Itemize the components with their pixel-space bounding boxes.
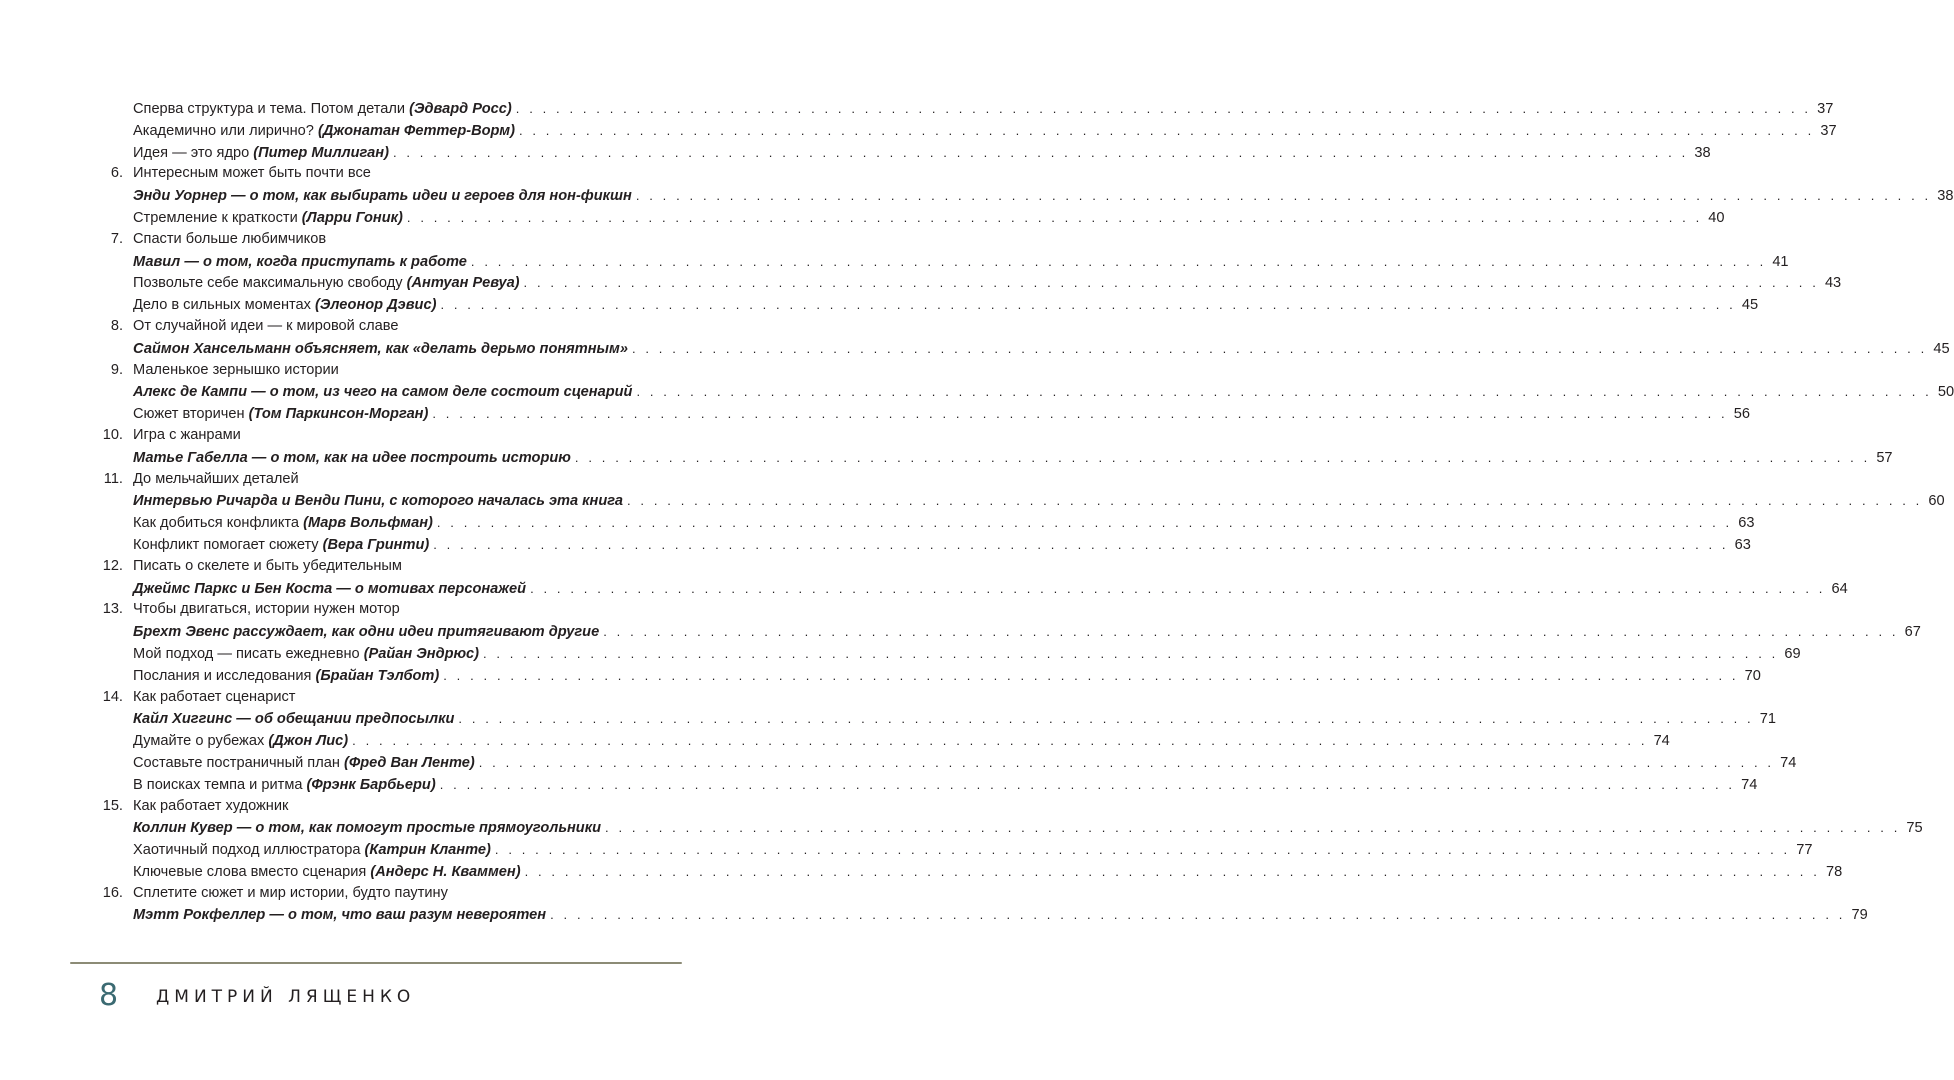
toc-entry: [0, 403, 1750, 425]
toc-title: Как добиться конфликта: [133, 515, 300, 532]
toc-author: (Катрин Кланте): [364, 842, 491, 859]
toc-title: В поисках темпа и ритма: [133, 776, 303, 793]
running-footer-author: ДМИТРИЙ ЛЯЩЕНКО: [156, 987, 416, 1007]
dot-leader: . . . . . . . . . . . . . . . . . . . . . . . . . . . . . . . . . . . . . . . . . . . . . . . . . . . . . . . . . . . . . . . . . . . . . . . . . . . . . . . . . . . . . . . . . . . . . . . . .: [494, 842, 1791, 858]
toc-entry-line: [133, 447, 1893, 470]
toc-page-number: 78: [1825, 863, 1843, 880]
chapter-number: 10.: [102, 426, 123, 443]
chapter-number: 13.: [102, 601, 123, 618]
toc-entry: [0, 98, 1834, 120]
toc-title: Спасти больше любимчиков: [133, 230, 327, 247]
dot-leader: . . . . . . . . . . . . . . . . . . . . . . . . . . . . . . . . . . . . . . . . . . . . . . . . . . . . . . . . . . . . . . . . . . . . . . . . . . . . . . . . . . . . . . . . . . . . . . . . .: [515, 101, 1812, 116]
dot-leader: . . . . . . . . . . . . . . . . . . . . . . . . . . . . . . . . . . . . . . . . . . . . . . . . . . . . . . . . . . . . . . . . . . . . . . . . . . . . . . . . . . . . . . . . . . . . . . . . .: [635, 188, 1932, 204]
toc-title: До мельчайших деталей: [133, 470, 299, 487]
toc-entry: [0, 207, 1725, 229]
toc-chapter-heading: [0, 796, 820, 818]
toc-entry-line: [133, 839, 1813, 862]
dot-leader: . . . . . . . . . . . . . . . . . . . . . . . . . . . . . . . . . . . . . . . . . . . . . . . . . . . . . . . . . . . . . . . . . . . . . . . . . . . . . . . . . . . . . . . . . . . . . . . . .: [482, 645, 1779, 661]
toc-entry-line: [133, 796, 740, 818]
chapter-number: 11.: [103, 470, 123, 487]
toc-chapter-heading: [0, 883, 820, 905]
toc-title: Позвольте себе максимальную свободу: [133, 275, 403, 292]
toc-page-number: 41: [1772, 253, 1789, 270]
chapter-number: 15.: [102, 797, 123, 814]
toc-page-number: 63: [1734, 536, 1751, 553]
dot-leader: . . . . . . . . . . . . . . . . . . . . . . . . . . . . . . . . . . . . . . . . . . . . . . . . . . . . . . . . . . . . . . . . . . . . . . . . . . . . . . . . . . . . . . . . . . . . . . . . .: [524, 863, 1820, 879]
toc-entry: [0, 774, 1758, 796]
toc-entry-line: [133, 621, 1921, 644]
toc-author: (Джонатан Феттер-Ворм): [317, 122, 515, 139]
toc-author: (Элеонор Дэвис): [315, 297, 437, 314]
toc-page-number: 77: [1796, 842, 1813, 859]
toc-title: Энди Уорнер — о том, как выбирать идеи и героев для нон-фикшн: [133, 188, 632, 205]
toc-chapter-heading: [0, 360, 820, 382]
dot-leader: . . . . . . . . . . . . . . . . . . . . . . . . . . . . . . . . . . . . . . . . . . . . . . . . . . . . . . . . . . . . . . . . . . . . . . . . . . . . . . . . . . . . . . . . . . . . . . . . .: [406, 209, 1703, 225]
toc-author: (Ларри Гоник): [301, 209, 403, 226]
toc-entry: [0, 861, 1843, 883]
toc-entry-line: [133, 817, 1923, 840]
toc-entry: [0, 512, 1755, 534]
toc-entry-line: [133, 599, 740, 621]
toc-author: (Том Паркинсон-Морган): [248, 406, 429, 423]
toc-entry: [0, 294, 1759, 316]
dot-leader: . . . . . . . . . . . . . . . . . . . . . . . . . . . . . . . . . . . . . . . . . . . . . . . . . . . . . . . . . . . . . . . . . . . . . . . . . . . . . . . . . . . . . . . . . . . . . . . . .: [550, 907, 1846, 923]
toc-title: Интересным может быть почти все: [133, 165, 371, 182]
toc-author: (Питер Миллиган): [253, 144, 389, 161]
dot-leader: . . . . . . . . . . . . . . . . . . . . . . . . . . . . . . . . . . . . . . . . . . . . . . . . . . . . . . . . . . . . . . . . . . . . . . . . . . . . . . . . . . . . . . . . . . . . . . . . .: [470, 253, 1767, 269]
toc-chapter-heading: [0, 316, 820, 338]
dot-leader: . . . . . . . . . . . . . . . . . . . . . . . . . . . . . . . . . . . . . . . . . . . . . . . . . . . . . . . . . . . . . . . . . . . . . . . . . . . . . . . . . . . . . . . . . . . . . . . . .: [458, 711, 1754, 727]
toc-title: Ключевые слова вместо сценария: [133, 863, 367, 880]
toc-entry-line: [133, 708, 1777, 731]
toc-title: Игра с жанрами: [133, 426, 241, 443]
toc-chapter-heading: [0, 469, 820, 491]
toc-author: (Брайан Тэлбот): [315, 667, 440, 684]
toc-entry-line: [133, 316, 740, 338]
dot-leader: . . . . . . . . . . . . . . . . . . . . . . . . . . . . . . . . . . . . . . . . . . . . . . . . . . . . . . . . . . . . . . . . . . . . . . . . . . . . . . . . . . . . . . . . . . . . . . . . .: [523, 275, 1819, 291]
toc-title: Сперва структура и тема. Потом детали: [133, 101, 406, 117]
chapter-number: 16.: [102, 884, 123, 901]
toc-page-number: 45: [1741, 297, 1759, 314]
chapter-number: 6.: [110, 165, 123, 182]
toc-entry: [0, 904, 1868, 926]
toc-page-number: 71: [1759, 711, 1777, 728]
toc-entry-line: [133, 534, 1751, 557]
toc-entry-line: [133, 578, 1848, 601]
toc-entry-line: [133, 272, 1842, 295]
toc-title: Кайл Хиггинс — об обещании предпосылки: [133, 711, 455, 728]
dot-leader: . . . . . . . . . . . . . . . . . . . . . . . . . . . . . . . . . . . . . . . . . . . . . . . . . . . . . . . . . . . . . . . . . . . . . . . . . . . . . . . . . . . . . . . . . . . . . . . . .: [433, 536, 1729, 552]
toc-entry-line: [133, 229, 740, 251]
toc-entry: [0, 120, 1837, 142]
page-number: 8: [99, 978, 119, 1013]
toc-title: Джеймс Паркс и Бен Коста — о мотивах персонажей: [133, 580, 527, 597]
toc-author: (Фред Ван Ленте): [343, 754, 475, 771]
toc-entry-line: [133, 904, 1868, 927]
toc-title: Академично или лирично?: [133, 122, 314, 139]
toc-entry-line: [133, 774, 1758, 797]
toc-page-number: 64: [1831, 580, 1848, 597]
toc-title: Сюжет вторичен: [133, 406, 245, 423]
toc-page-number: 37: [1817, 101, 1834, 117]
toc-page-number: 38: [1937, 188, 1954, 205]
toc-entry-line: [133, 425, 740, 447]
toc-page-number: 74: [1741, 776, 1758, 793]
toc-entry: [0, 185, 1954, 207]
dot-leader: . . . . . . . . . . . . . . . . . . . . . . . . . . . . . . . . . . . . . . . . . . . . . . . . . . . . . . . . . . . . . . . . . . . . . . . . . . . . . . . . . . . . . . . . . . . . . . . . .: [352, 733, 1648, 749]
toc-title: Интервью Ричарда и Венди Пини, с которого началась эта книга: [133, 493, 623, 510]
toc-title: Мэтт Рокфеллер — о том, что ваш разум невероятен: [133, 907, 547, 924]
toc-page-number: 37: [1820, 122, 1837, 139]
chapter-number: 7.: [110, 230, 123, 247]
toc-page-number: 79: [1851, 907, 1868, 924]
toc-page-number: 56: [1733, 406, 1750, 423]
dot-leader: . . . . . . . . . . . . . . . . . . . . . . . . . . . . . . . . . . . . . . . . . . . . . . . . . . . . . . . . . . . . . . . . . . . . . . . . . . . . . . . . . . . . . . . . . . . . . . . . .: [440, 297, 1736, 313]
toc-entry-line: [133, 98, 1834, 121]
toc-entry: [0, 272, 1842, 294]
toc-entry-line: [133, 752, 1797, 775]
toc-chapter-heading: [0, 229, 820, 251]
toc-entry: [0, 730, 1670, 752]
toc-page-number: 40: [1708, 209, 1725, 226]
toc-title: Сплетите сюжет и мир истории, будто паутину: [133, 884, 448, 901]
toc-entry-line: [133, 556, 740, 578]
toc-entry-line: [133, 163, 740, 185]
toc-entry: [0, 621, 1921, 643]
toc-title: Послания и исследования: [133, 667, 312, 684]
dot-leader: . . . . . . . . . . . . . . . . . . . . . . . . . . . . . . . . . . . . . . . . . . . . . . . . . . . . . . . . . . . . . . . . . . . . . . . . . . . . . . . . . . . . . . . . . . . . . . . . .: [574, 449, 1871, 465]
dot-leader: . . . . . . . . . . . . . . . . . . . . . . . . . . . . . . . . . . . . . . . . . . . . . . . . . . . . . . . . . . . . . . . . . . . . . . . . . . . . . . . . . . . . . . . . . . . . . . . . .: [518, 122, 1815, 138]
toc-page-number: 75: [1906, 820, 1923, 837]
dot-leader: . . . . . . . . . . . . . . . . . . . . . . . . . . . . . . . . . . . . . . . . . . . . . . . . . . . . . . . . . . . . . . . . . . . . . . . . . . . . . . . . . . . . . . . . . . . . . . . . .: [392, 144, 1689, 160]
toc-chapter-heading: [0, 556, 820, 578]
toc-page-number: 74: [1653, 733, 1670, 750]
toc-entry-line: [133, 665, 1761, 688]
chapter-number: 9.: [110, 361, 123, 378]
toc-entry-line: [133, 185, 1954, 208]
toc-chapter-heading: [0, 687, 820, 709]
toc-author: (Райан Эндрюс): [363, 645, 479, 662]
dot-leader: . . . . . . . . . . . . . . . . . . . . . . . . . . . . . . . . . . . . . . . . . . . . . . . . . . . . . . . . . . . . . . . . . . . . . . . . . . . . . . . . . . . . . . . . . . . . . . . . .: [436, 515, 1733, 531]
toc-page-number: 70: [1744, 667, 1761, 684]
toc-title: Мой подход — писать ежедневно: [133, 645, 360, 662]
dot-leader: . . . . . . . . . . . . . . . . . . . . . . . . . . . . . . . . . . . . . . . . . . . . . . . . . . . . . . . . . . . . . . . . . . . . . . . . . . . . . . . . . . . . . . . . . . . . . . . . .: [439, 776, 1736, 792]
toc-entry: [0, 817, 1923, 839]
toc-page-number: 50: [1937, 384, 1954, 401]
toc-entry: [0, 643, 1801, 665]
dot-leader: . . . . . . . . . . . . . . . . . . . . . . . . . . . . . . . . . . . . . . . . . . . . . . . . . . . . . . . . . . . . . . . . . . . . . . . . . . . . . . . . . . . . . . . . . . . . . . . . .: [478, 754, 1775, 770]
chapter-number: 12.: [102, 557, 123, 574]
dot-leader: . . . . . . . . . . . . . . . . . . . . . . . . . . . . . . . . . . . . . . . . . . . . . . . . . . . . . . . . . . . . . . . . . . . . . . . . . . . . . . . . . . . . . . . . . . . . . . . . .: [530, 580, 1826, 596]
toc-entry: [0, 839, 1813, 861]
toc-chapter-heading: [0, 163, 820, 185]
toc-entry-line: [133, 403, 1750, 426]
toc-title: Брехт Эвенс рассуждает, как одни идеи притягивают другие: [133, 624, 600, 641]
toc-author: (Антуан Ревуа): [406, 275, 520, 292]
toc-entry: [0, 447, 1893, 469]
toc-title: Как работает сценарист: [133, 688, 296, 705]
chapter-number: 14.: [102, 688, 123, 705]
toc-title: Маленькое зернышко истории: [133, 361, 339, 378]
toc-entry-line: [133, 643, 1801, 666]
toc-page-number: 63: [1738, 515, 1755, 532]
toc-entry-line: [133, 251, 1789, 274]
dot-leader: . . . . . . . . . . . . . . . . . . . . . . . . . . . . . . . . . . . . . . . . . . . . . . . . . . . . . . . . . . . . . . . . . . . . . . . . . . . . . . . . . . . . . . . . . . . . . . . . .: [636, 384, 1932, 400]
toc-title: Матье Габелла — о том, как на идее построить историю: [133, 449, 571, 466]
toc-entry-line: [133, 730, 1670, 753]
toc-page-number: 74: [1780, 754, 1797, 771]
toc-title: Писать о скелете и быть убедительным: [133, 557, 402, 574]
toc-entry-line: [133, 360, 740, 382]
toc-author: (Эдвард Росс): [409, 101, 512, 117]
dot-leader: . . . . . . . . . . . . . . . . . . . . . . . . . . . . . . . . . . . . . . . . . . . . . . . . . . . . . . . . . . . . . . . . . . . . . . . . . . . . . . . . . . . . . . . . . . . . . . . . .: [603, 624, 1899, 640]
chapter-number: 8.: [110, 317, 123, 334]
toc-title: Чтобы двигаться, истории нужен мотор: [133, 601, 400, 618]
toc-entry: [0, 665, 1761, 687]
toc-author: (Джон Лис): [268, 733, 349, 750]
toc-entry: [0, 752, 1797, 774]
toc-page-number: 45: [1933, 340, 1950, 357]
toc-title: Саймон Хансельманн объясняет, как «делать дерьмо понятным»: [133, 340, 628, 357]
toc-page-number: 67: [1904, 624, 1921, 641]
dot-leader: . . . . . . . . . . . . . . . . . . . . . . . . . . . . . . . . . . . . . . . . . . . . . . . . . . . . . . . . . . . . . . . . . . . . . . . . . . . . . . . . . . . . . . . . . . . . . . . . .: [432, 406, 1728, 422]
toc-page-number: 43: [1824, 275, 1842, 292]
toc-entry: [0, 490, 1945, 512]
toc-title: Конфликт помогает сюжету: [133, 536, 319, 553]
toc-entry-line: [133, 294, 1759, 317]
toc-title: Хаотичный подход иллюстратора: [133, 842, 361, 859]
toc-chapter-heading: [0, 599, 820, 621]
toc-page-number: 38: [1694, 144, 1711, 161]
toc-entry-line: [133, 381, 1954, 404]
toc-entry-line: [133, 142, 1711, 165]
toc-entry-line: [133, 490, 1945, 513]
toc-entry: [0, 578, 1848, 600]
toc-entry-line: [133, 120, 1837, 143]
dot-leader: . . . . . . . . . . . . . . . . . . . . . . . . . . . . . . . . . . . . . . . . . . . . . . . . . . . . . . . . . . . . . . . . . . . . . . . . . . . . . . . . . . . . . . . . . . . . . . . . .: [443, 667, 1739, 683]
toc-entry: [0, 381, 1954, 403]
dot-leader: . . . . . . . . . . . . . . . . . . . . . . . . . . . . . . . . . . . . . . . . . . . . . . . . . . . . . . . . . . . . . . . . . . . . . . . . . . . . . . . . . . . . . . . . . . . . . . . . .: [627, 493, 1923, 509]
toc-entry-line: [133, 687, 740, 709]
toc-author: (Фрэнк Барбьери): [306, 776, 436, 793]
toc-title: От случайной идеи — к мировой славе: [133, 317, 399, 334]
toc-title: Стремление к краткости: [133, 209, 298, 226]
toc-title: Как работает художник: [133, 797, 289, 814]
toc-title: Думайте о рубежах: [133, 733, 265, 750]
dot-leader: . . . . . . . . . . . . . . . . . . . . . . . . . . . . . . . . . . . . . . . . . . . . . . . . . . . . . . . . . . . . . . . . . . . . . . . . . . . . . . . . . . . . . . . . . . . . . . . . .: [605, 820, 1901, 836]
toc-entry-line: [133, 512, 1755, 535]
toc-entry: [0, 534, 1751, 556]
toc-entry: [0, 251, 1789, 273]
toc-page-number: 60: [1928, 493, 1945, 510]
toc-page-number: 69: [1784, 645, 1801, 662]
toc-entry: [0, 142, 1711, 164]
footer-rule: [70, 962, 682, 964]
dot-leader: . . . . . . . . . . . . . . . . . . . . . . . . . . . . . . . . . . . . . . . . . . . . . . . . . . . . . . . . . . . . . . . . . . . . . . . . . . . . . . . . . . . . . . . . . . . . . . . . .: [631, 340, 1928, 356]
toc-entry-line: [133, 469, 740, 491]
toc-author: (Марв Вольфман): [303, 515, 433, 532]
toc-entry-line: [133, 861, 1843, 884]
toc-entry-line: [133, 883, 740, 905]
toc-entry: [0, 338, 1950, 360]
toc-title: Коллин Кувер — о том, как помогут простые прямоугольники: [133, 820, 602, 837]
toc-entry-line: [133, 338, 1950, 361]
toc-entry: [0, 708, 1777, 730]
table-of-contents: [0, 98, 1954, 926]
toc-chapter-heading: [0, 425, 820, 447]
toc-title: Мавил — о том, когда приступать к работе: [133, 253, 467, 270]
toc-title: Дело в сильных моментах: [133, 297, 311, 314]
toc-page-number: 57: [1876, 449, 1893, 466]
toc-author: (Вера Гринти): [322, 536, 430, 553]
toc-title: Составьте постраничный план: [133, 754, 340, 771]
toc-entry-line: [133, 207, 1725, 230]
toc-title: Алекс де Кампи — о том, из чего на самом деле состоит сценарий: [133, 384, 633, 401]
toc-author: (Андерс Н. Кваммен): [370, 863, 521, 880]
toc-title: Идея — это ядро: [133, 144, 250, 161]
